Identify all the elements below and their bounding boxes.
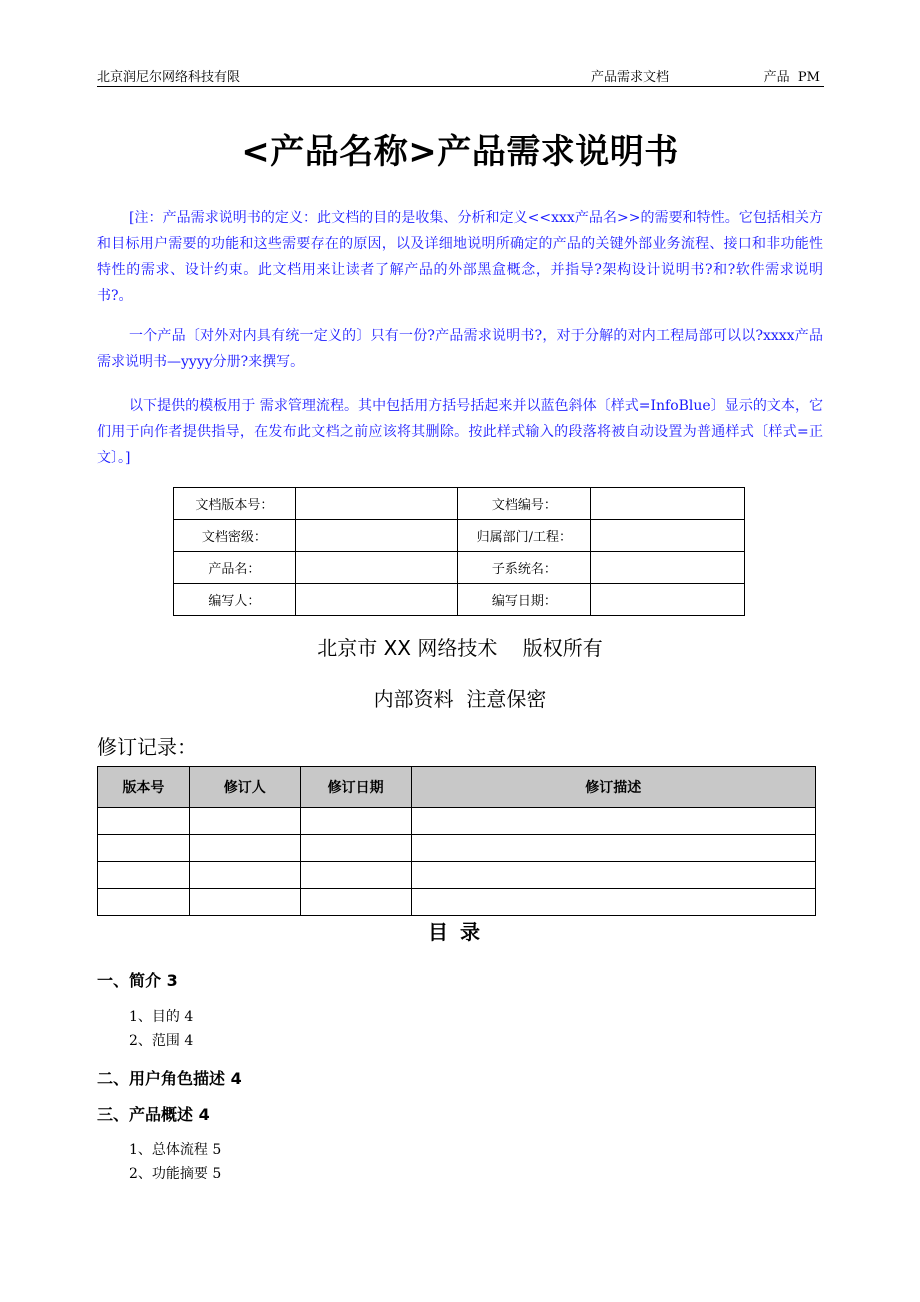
info-value[interactable] (295, 584, 458, 616)
copyright-line: 北京市 XX 网络技术 版权所有 (317, 636, 603, 660)
table-cell[interactable] (189, 862, 300, 889)
toc-item-scope[interactable]: 2、范围 4 (129, 1033, 194, 1049)
table-row (174, 520, 745, 552)
table-cell[interactable] (189, 808, 300, 835)
table-row (174, 584, 745, 616)
info-label: 文档密级： (174, 520, 296, 552)
table-row (174, 552, 745, 584)
table-row (98, 889, 816, 916)
toc-item-overall-flow[interactable]: 1、总体流程 5 (129, 1142, 222, 1158)
note-paragraph-2: 一个产品〔对外对内具有统一定义的〕只有一份?产品需求说明书?，对于分解的对内工程局部可以以?xxxx产品需求说明书—yyyy分册?来撰写。 (97, 328, 823, 370)
info-value[interactable] (591, 552, 745, 584)
info-value[interactable] (295, 552, 458, 584)
header-doc-type: 产品需求文档 (591, 70, 670, 85)
table-cell[interactable] (300, 862, 411, 889)
table-cell[interactable] (98, 862, 190, 889)
table-cell[interactable] (411, 862, 815, 889)
table-cell[interactable] (189, 889, 300, 916)
table-cell[interactable] (98, 835, 190, 862)
header-company: 北京润尼尔网络科技有限 (97, 70, 241, 85)
toc-item-feature-summary[interactable]: 2、功能摘要 5 (129, 1166, 222, 1182)
table-cell[interactable] (98, 808, 190, 835)
table-row (98, 808, 816, 835)
column-header: 修订描述 (411, 767, 815, 808)
column-header: 修订日期 (300, 767, 411, 808)
info-label: 编写人： (174, 584, 296, 616)
info-value[interactable] (295, 488, 458, 520)
toc-item-introduction[interactable]: 一、简介 3 (97, 971, 178, 990)
table-row (98, 835, 816, 862)
info-label: 子系统名： (458, 552, 591, 584)
confidential-line: 内部资料 注意保密 (373, 687, 547, 711)
info-label: 产品名： (174, 552, 296, 584)
info-value[interactable] (591, 488, 745, 520)
column-header: 版本号 (98, 767, 190, 808)
toc-item-product-overview[interactable]: 三、产品概述 4 (97, 1105, 210, 1124)
page-header (97, 66, 824, 87)
info-label: 归属部门/工程： (458, 520, 591, 552)
table-cell[interactable] (411, 835, 815, 862)
column-header: 修订人 (189, 767, 300, 808)
document-title: <产品名称>产品需求说明书 (241, 132, 679, 172)
document-info-table (173, 487, 745, 616)
table-cell[interactable] (300, 808, 411, 835)
note-paragraph-1: [注：产品需求说明书的定义：此文档的目的是收集、分析和定义<<xxx产品名>>的需要和特性。它包括相关方和目标用户需要的功能和这些需要存在的原因，以及详细地说明所确定的产品的关键外部业务流程、接口和非功能性特性的需求、设计约束。此文档用来让读者了解产品的外部黑盒概念，并指导?架构设计说明书?和?软件需求说明书?。 (97, 210, 823, 304)
table-row (174, 488, 745, 520)
info-label: 编写日期： (458, 584, 591, 616)
info-value[interactable] (591, 584, 745, 616)
table-cell[interactable] (411, 808, 815, 835)
toc-heading: 目录 (428, 920, 492, 944)
toc-item-user-roles[interactable]: 二、用户角色描述 4 (97, 1069, 242, 1088)
revision-heading: 修订记录： (97, 735, 197, 759)
info-label: 文档版本号： (174, 488, 296, 520)
table-cell[interactable] (411, 889, 815, 916)
table-header-row (98, 767, 816, 808)
note-paragraph-3: 以下提供的模板用于 需求管理流程。其中包括用方括号括起来并以蓝色斜体〔样式=InfoBlue〕显示的文本，它们用于向作者提供指导，在发布此文档之前应该将其删除。按此样式输入的段落将被自动设置为普通样式〔样式=正文〕。] (97, 398, 823, 466)
revision-table (97, 766, 816, 916)
header-role: 产品 PM (763, 70, 820, 85)
info-value[interactable] (295, 520, 458, 552)
toc-item-purpose[interactable]: 1、目的 4 (129, 1009, 194, 1025)
table-cell[interactable] (189, 835, 300, 862)
table-cell[interactable] (300, 889, 411, 916)
table-row (98, 862, 816, 889)
info-value[interactable] (591, 520, 745, 552)
info-label: 文档编号： (458, 488, 591, 520)
table-cell[interactable] (98, 889, 190, 916)
table-cell[interactable] (300, 835, 411, 862)
